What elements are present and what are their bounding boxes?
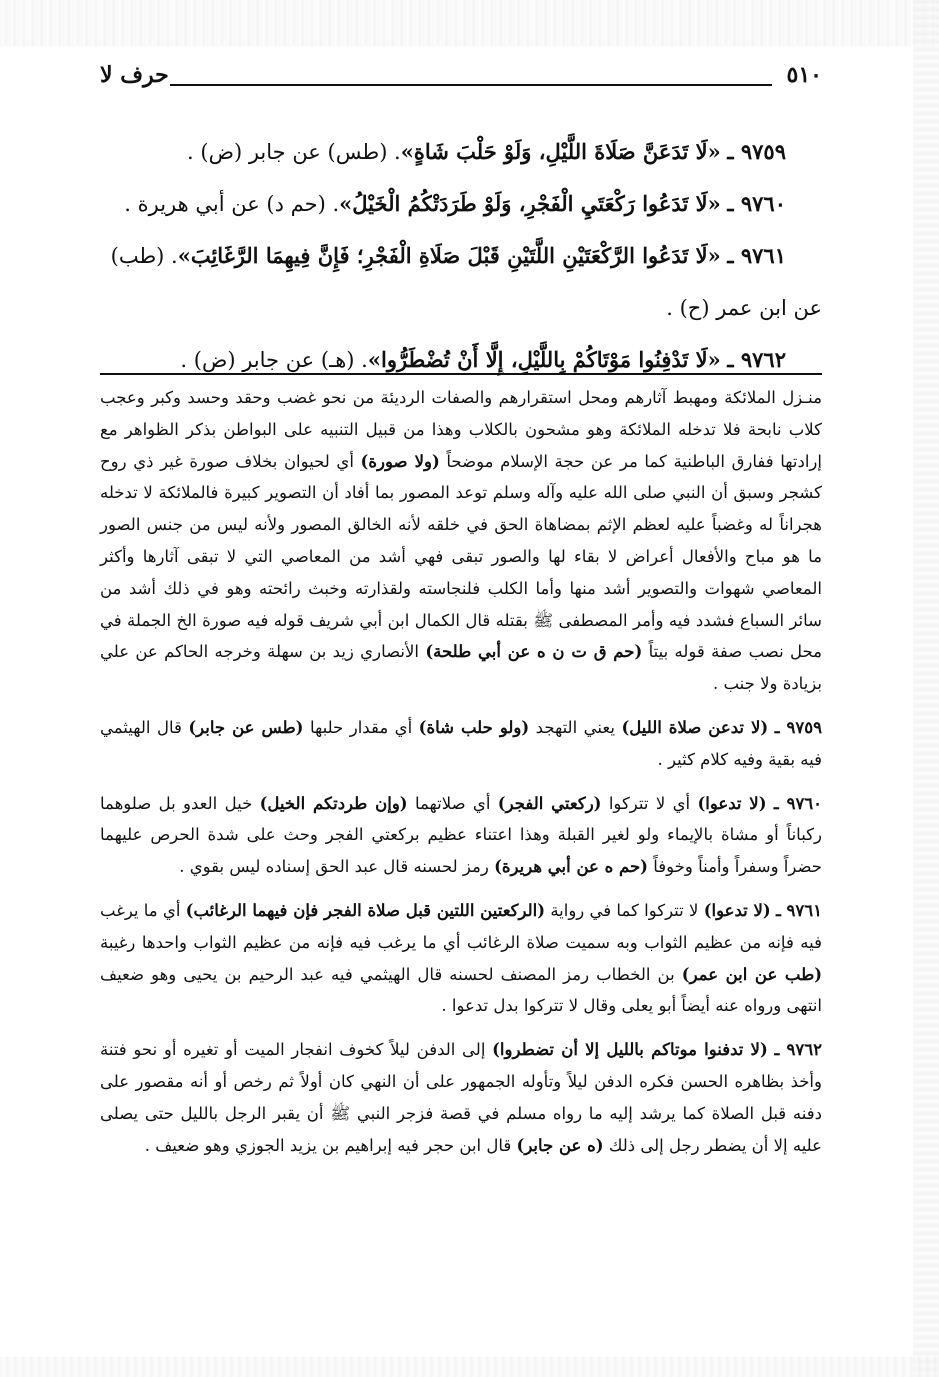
page-header	[100, 62, 822, 96]
scan-edge-bottom	[0, 1357, 939, 1377]
commentary-text: لا تتركوا كما في رواية	[550, 900, 699, 920]
commentary-text: يعني التهجد	[535, 717, 615, 737]
hadith-number: ٩٧٥٩ ـ	[727, 139, 786, 164]
hadith-text: «لَا تَدَعُوا الرَّكْعَتَيْنِ اللَّتَيْنِ قَبْلَ صَلَاةِ الْفَجْرِ؛ فَإِنَّ فِيهِمَا الرَّغَائِبَ»	[177, 243, 721, 268]
commentary-intro	[100, 382, 822, 700]
commentary	[100, 382, 822, 1173]
header-rule	[170, 84, 772, 86]
hadith-9760	[100, 178, 822, 230]
commentary-text: خيل العدو بل صلوهما ركباناً أو مشاة بالإيماء ولو لغير القبلة وهذا اعتناء عظيم بركعتي الفجر وحث على شدة الحرص عليهما حضراً وسفراً وأمناً وخوفاً	[100, 793, 822, 877]
hadith-source: . (هـ) عن جابر (ض) .	[180, 348, 368, 372]
commentary-9761	[100, 895, 822, 1022]
commentary-source: (حم ه عن أبي هريرة)	[494, 857, 648, 877]
commentary-9760	[100, 788, 822, 883]
hadith-source: . (طب)	[110, 244, 178, 268]
hadith-text: «لَا تَدَعَنَّ صَلَاةَ اللَّيْلِ، وَلَوْ حَلْبَ شَاةٍ»	[400, 139, 721, 164]
commentary-text: أي ما يرغب فيه فإنه من عظيم الثواب وبه سميت صلاة الرغائب أي ما يرغب فيه فإنه من عظيم الثواب واحدها رغيبة	[100, 900, 822, 952]
commentary-text: منـزل الملائكة ومهبط آثارهم ومحل استقرارهم والصفات الرديئة من نحو غضب وحقد وحسد وكبر وعجب كلاب نابحة فلا تدخله الملائكة وهو مشحون بالكلاب وهذا من قبيل التنبيه على البواطن بذكر الظواهر مع إرادتها ففارق الباطنية كما مر عن حجة الإسلام موضحاً	[100, 388, 822, 471]
hadith-9761-continuation	[100, 282, 822, 334]
scan-edge-top	[0, 0, 939, 46]
hadith-9759	[100, 126, 822, 178]
commentary-9759	[100, 712, 822, 776]
commentary-text: رمز لحسنه قال عبد الحق إسناده ليس بقوي .	[179, 857, 489, 877]
commentary-quote: (الركعتين اللتين قبل صلاة الفجر فإن فيهما الرغائب)	[185, 900, 546, 920]
commentary-text: قال الهيثمي فيه بقية وفيه كلام كثير .	[100, 717, 822, 769]
hadith-9762	[100, 334, 822, 386]
hadith-number: ٩٧٦٢ ـ	[727, 347, 786, 372]
commentary-text: قال ابن حجر فيه إبراهيم بن يزيد الجوزي وهو ضعيف .	[144, 1135, 512, 1155]
commentary-quote: (لا تدعوا)	[697, 793, 767, 813]
commentary-9762	[100, 1034, 822, 1161]
chapter-title: حرف لا	[100, 62, 169, 88]
hadith-9761	[100, 230, 822, 282]
commentary-text: أي لحيوان بخلاف صورة غير ذي روح كشجر وسبق أن النبي صلى الله عليه وآله وسلم توعد المصور بما أفاد أن التصوير كبيرة فالملائكة لا تدخله هجراناً له وغضباً عليه لعظم الإثم بمضاهاة الحق في خلقه لأنه الخالق المصور ولأنه ليس من جنس الصور ما هو مباح والأفعال أعراض لا بقاء لها والصور تبقى فهي أشد من المعاصي التي لا تبقى آثارها وأكثر المعاصي شهوات والتصوير أشد منها وأما الكلب فلنجاسته ولقذارته وخبث رائحته وهو في ذلك أشد من سائر السباع فشدد فيه وأمر المصطفى ﷺ بقتله قال الكمال ابن أبي شريف قوله فيه صورة الخ الجملة في محل نصب صفة قوله بيتاً	[100, 451, 822, 662]
commentary-text: إلى الدفن ليلاً كخوف انفجار الميت أو تغيره أو نحو فتنة وأخذ بظاهره الحسن فكره الدفن ليلاً وتأوله الجمهور على أن النهي كان أولاً ثم رخص أو أنه مقصور على دفنه قبل الصلاة كما يرشد إليه ما رواه مسلم في قصة فزجر النبي ﷺ أن يقبر الرجل بالليل حتى يصلى عليه إلا أن يضطر رجل إلى ذلك	[100, 1040, 822, 1155]
commentary-quote: (لا تدفنوا موتاكم بالليل إلا أن تضطروا)	[492, 1040, 768, 1060]
commentary-quote: (لا تدعن صلاة الليل)	[621, 717, 769, 737]
hadith-text: «لَا تَدَعُوا رَكْعَتَيِ الْفَجْرِ، وَلَوْ طَرَدَتْكُمُ الْخَيْلُ»	[339, 191, 721, 216]
commentary-quote: (ولا صورة)	[360, 451, 440, 471]
commentary-source: (طب عن ابن عمر)	[681, 964, 823, 984]
commentary-quote: (ركعتي الفجر)	[497, 793, 602, 813]
commentary-text: أي لا تتركوا	[608, 793, 691, 813]
hadith-source: . (طس) عن جابر (ض) .	[187, 140, 401, 164]
hadith-number: ٩٧٦١ ـ	[727, 243, 786, 268]
commentary-quote: (لا تدعوا)	[703, 900, 771, 920]
footnote-divider	[100, 373, 822, 375]
hadith-number: ٩٧٦٠ ـ	[727, 191, 786, 216]
commentary-text: أي مقدار حلبها	[309, 717, 413, 737]
commentary-source: (طس عن جابر)	[188, 717, 304, 737]
commentary-number: ٩٧٥٩ ـ	[774, 717, 822, 737]
commentary-number: ٩٧٦٢ ـ	[774, 1040, 822, 1060]
commentary-quote: (ولو حلب شاة)	[418, 717, 530, 737]
commentary-quote: (وإن طردتكم الخيل)	[259, 793, 408, 813]
commentary-source: (حم ق ت ن ه عن أبي طلحة)	[425, 642, 643, 662]
hadith-text: «لَا تَدْفِنُوا مَوْتَاكُمْ بِاللَّيْلِ، إِلَّا أَنْ تُضْطَرُّوا»	[367, 347, 721, 372]
commentary-text: الأنصاري زيد بن سهلة وخرجه الحاكم عن علي بزيادة ولا جنب .	[100, 642, 822, 694]
commentary-text: أي صلاتهما	[414, 793, 491, 813]
hadith-source: . (حم د) عن أبي هريرة .	[124, 192, 340, 216]
commentary-text: بن الخطاب رمز المصنف لحسنه قال الهيثمي فيه عبد الرحيم بن يحيى وهو ضعيف انتهى ورواه عنه أيضاً أبو يعلى وقال لا تتركوا بدل تدعوا .	[100, 964, 822, 1016]
hadith-source-continuation: عن ابن عمر (ح) .	[666, 296, 822, 320]
commentary-number: ٩٧٦١ ـ	[775, 900, 822, 920]
page-number: ٥١٠	[786, 62, 822, 88]
commentary-number: ٩٧٦٠ ـ	[773, 793, 823, 813]
hadith-list	[100, 126, 822, 386]
scan-edge-right	[913, 0, 939, 1377]
commentary-source: (ه عن جابر)	[516, 1135, 604, 1155]
